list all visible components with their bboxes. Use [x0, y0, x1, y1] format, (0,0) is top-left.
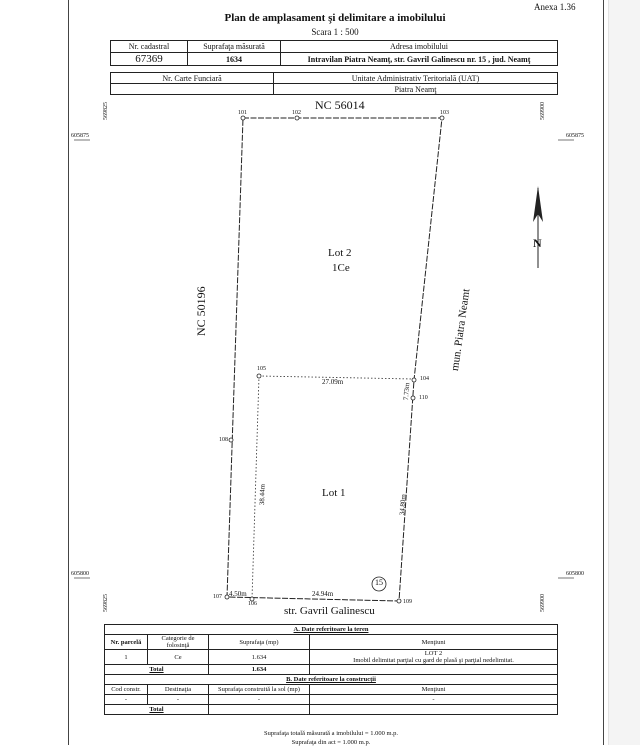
- sec-b-total-empty: [310, 705, 558, 715]
- point-101-marker: [241, 116, 245, 120]
- point-101-label: 101: [238, 110, 247, 116]
- sec-a-total-value: 1.634: [209, 665, 310, 675]
- sec-b-row-cod: -: [105, 695, 148, 705]
- header-cadastral-heading: Nr. cadastral: [111, 41, 188, 53]
- footer-total-surface: Suprafaţa totală măsurată a imobilului = 1.000 m.p.: [264, 730, 398, 737]
- point-107-label: 107: [213, 594, 222, 600]
- point-105-label: 105: [257, 366, 266, 372]
- point-108-label: 108: [219, 437, 228, 443]
- grid-coord-bottom-left: 605800: [71, 571, 89, 577]
- land-book-heading: Nr. Carte Funciară: [111, 73, 274, 84]
- point-109-marker: [397, 599, 401, 603]
- point-102-label: 102: [292, 110, 301, 116]
- sec-a-total-label: Total: [105, 665, 209, 675]
- sec-b-header-sup: Suprafaţa construită la sol (mp): [209, 685, 310, 695]
- grid-coord-left-bottom: 569825: [103, 594, 109, 612]
- point-110-label: 110: [419, 395, 428, 401]
- point-109-label: 109: [403, 599, 412, 605]
- ref-number: 15: [375, 578, 383, 587]
- distance-104-110: 7.73m: [402, 382, 412, 401]
- sec-b-row-dest: -: [148, 695, 209, 705]
- sec-b-header-dest: Destinaţia: [148, 685, 209, 695]
- sec-a-row-ment-line1: LOT 2: [424, 650, 443, 657]
- grid-coord-top-left: 605875: [71, 133, 89, 139]
- grid-coord-right-bottom: 569900: [540, 594, 546, 612]
- grid-coord-bottom-right: 605800: [566, 571, 584, 577]
- point-103-label: 103: [440, 110, 449, 116]
- distance-110-109: 34.80m: [398, 493, 408, 516]
- point-103-marker: [440, 116, 444, 120]
- lot1-label: Lot 1: [322, 487, 346, 499]
- measured-surface: 1634: [188, 53, 281, 66]
- grid-coord-right-top: 569900: [540, 102, 546, 120]
- header-surface-heading: Suprafaţa măsurată: [188, 41, 281, 53]
- grid-crosshairs: [74, 140, 574, 578]
- section-a-title: A. Date referitoare la teren: [105, 625, 558, 635]
- sec-b-header-ment: Menţiuni: [310, 685, 558, 695]
- neighbor-east: mun. Piatra Neamt: [449, 288, 473, 372]
- uat-heading: Unitate Administrativ Teritorială (UAT): [274, 73, 558, 84]
- sec-a-total-empty: [310, 665, 558, 675]
- sec-a-row-ment-line2: Imobil delimitat parţial cu gard de plasă şi parţial nedelimitat.: [353, 657, 514, 664]
- point-104-marker: [412, 378, 416, 382]
- point-106-label: 106: [248, 601, 257, 607]
- point-102-marker: [295, 116, 299, 120]
- sec-b-total-label: Total: [105, 705, 209, 715]
- sec-a-row-cat: Ce: [148, 650, 209, 665]
- neighbor-west: NC 50196: [194, 286, 208, 336]
- point-104-label: 104: [420, 376, 429, 382]
- scale-label: Scara 1 : 500: [311, 27, 359, 37]
- sec-a-header-cat: Categorie de folosinţă: [148, 635, 209, 650]
- uat-name: Piatra Neamţ: [274, 84, 558, 95]
- point-110-marker: [411, 396, 415, 400]
- distance-106-109: 24.94m: [312, 590, 334, 598]
- north-letter: N: [533, 236, 542, 250]
- sec-b-row-sup: -: [209, 695, 310, 705]
- point-108-marker: [229, 438, 233, 442]
- annex-label: Anexa 1.36: [534, 2, 576, 12]
- distance-107-106: 4.50m: [229, 590, 247, 598]
- footer-act-surface: Suprafaţa din act = 1.000 m.p.: [291, 739, 371, 746]
- section-b-title: B. Date referitoare la construcţii: [105, 675, 558, 685]
- neighbor-north: NC 56014: [315, 98, 365, 112]
- neighbor-south: str. Gavril Galinescu: [284, 605, 375, 617]
- header-address-heading: Adresa imobilului: [281, 41, 558, 53]
- lot2-label: Lot 2: [328, 247, 352, 259]
- data-tables: [104, 624, 558, 715]
- sec-b-total-value: [209, 705, 310, 715]
- point-105-marker: [257, 374, 261, 378]
- distance-105-106: 38.44m: [258, 483, 267, 506]
- sec-b-header-cod: Cod constr.: [105, 685, 148, 695]
- grid-coord-left-top: 569825: [103, 102, 109, 120]
- sec-b-row-ment: -: [310, 695, 558, 705]
- north-arrow-icon: [533, 186, 543, 268]
- parcel-boundary: [227, 118, 442, 601]
- property-address: Intravilan Piatra Neamț, str. Gavril Galinescu nr. 15 , jud. Neamţ: [281, 53, 558, 66]
- sec-a-header-ment: Menţiuni: [310, 635, 558, 650]
- sec-a-header-sup: Suprafaţa (mp): [209, 635, 310, 650]
- grid-coord-top-right: 605875: [566, 133, 584, 139]
- cadastral-number: 67369: [111, 53, 188, 66]
- lot2-category: 1Ce: [332, 262, 350, 274]
- sec-a-row-ment: [310, 650, 558, 665]
- sec-a-row-nr: 1: [105, 650, 148, 665]
- sec-a-row-sup: 1.634: [209, 650, 310, 665]
- document-title: Plan de amplasament şi delimitare a imobilului: [224, 12, 446, 24]
- sec-a-header-nr: Nr. parcelă: [105, 635, 148, 650]
- distance-105-104: 27.09m: [322, 378, 344, 386]
